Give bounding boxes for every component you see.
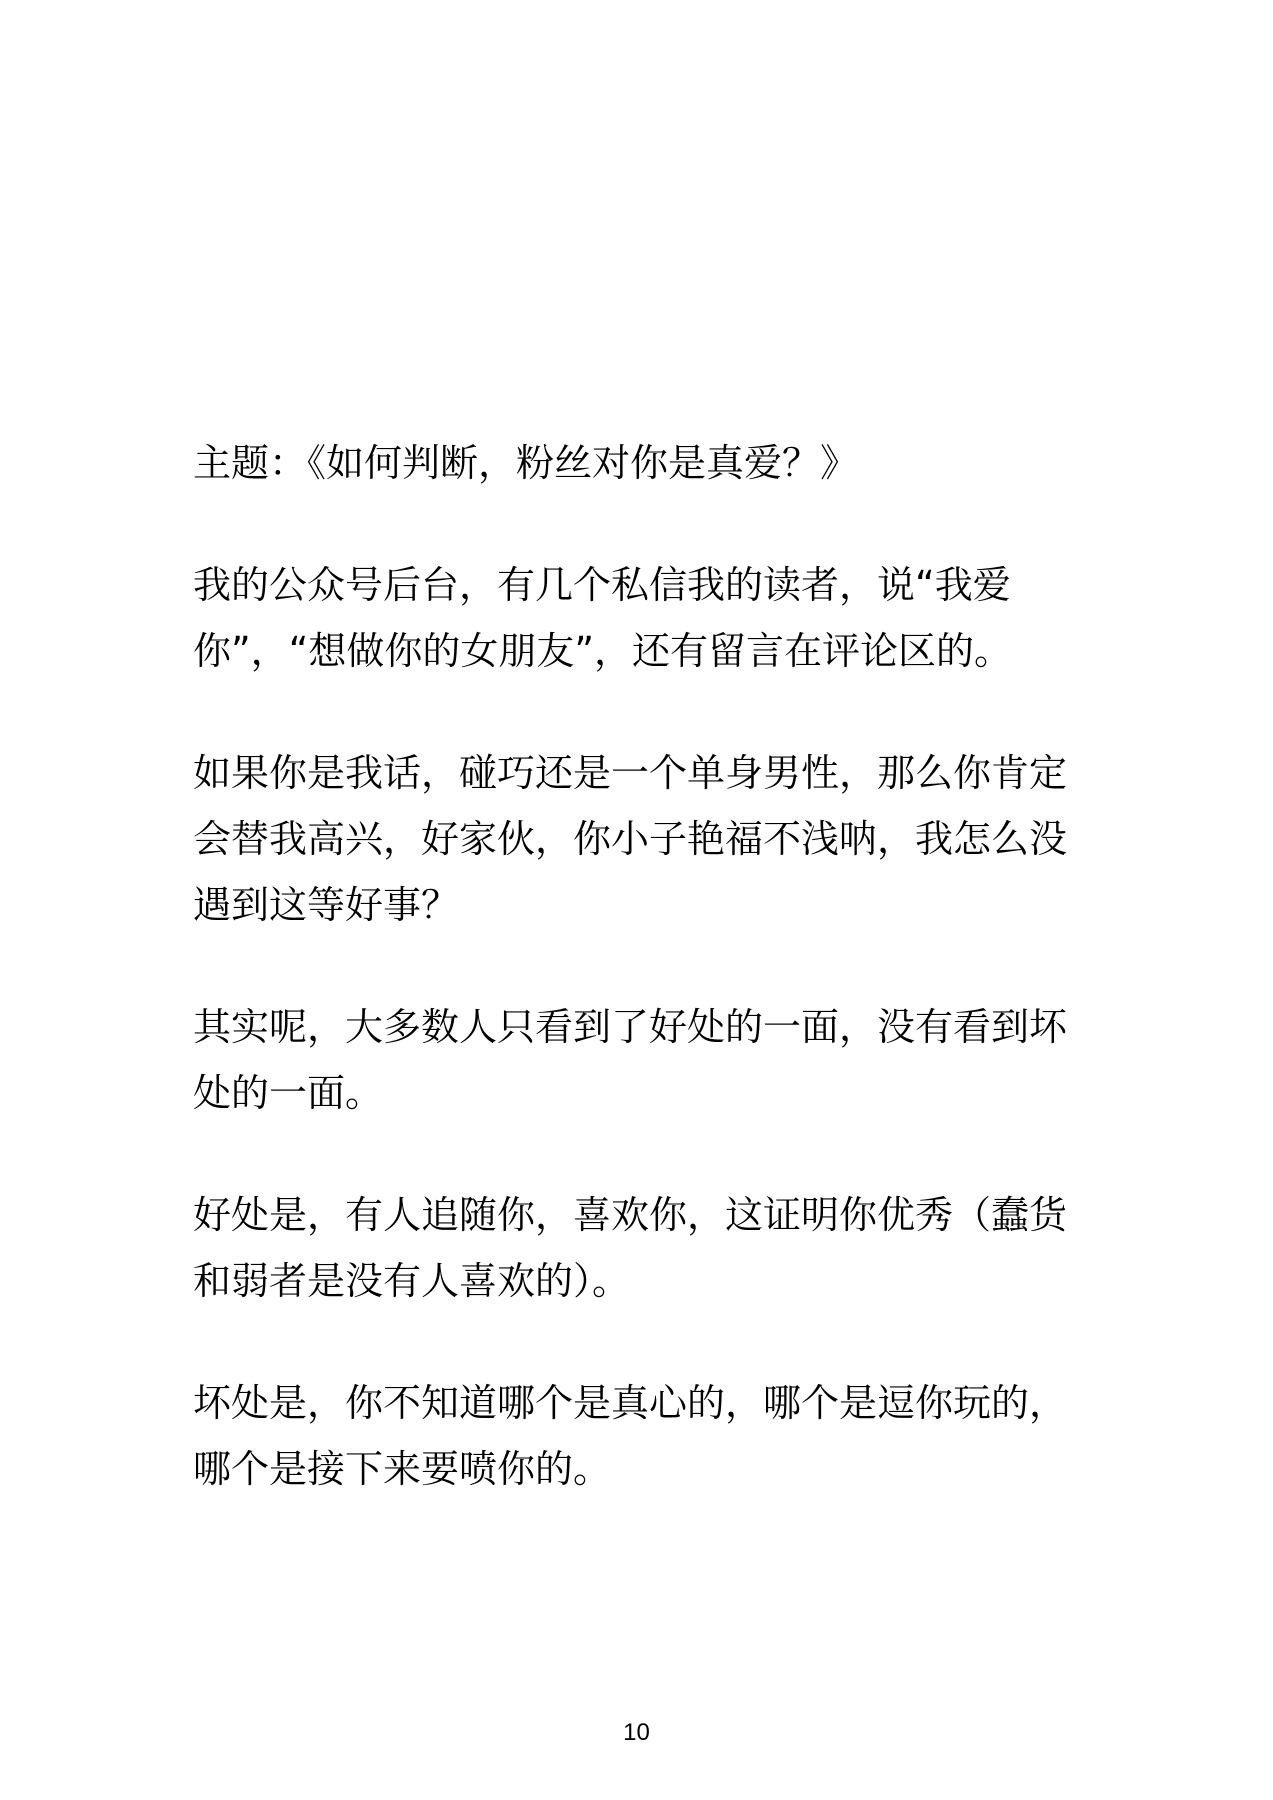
paragraph-3 <box>193 994 1093 1126</box>
document-body <box>193 430 1093 1502</box>
paragraph-line: 我的公众号后台，有几个私信我的读者，说“我爱 <box>193 563 1011 607</box>
paragraph-line: 遇到这等好事？ <box>193 883 460 927</box>
paragraph-2 <box>193 740 1093 938</box>
paragraph-1 <box>193 552 1093 684</box>
paragraph-line: 和弱者是没有人喜欢的）。 <box>193 1259 631 1303</box>
paragraph-line: 会替我高兴，好家伙，你小子艳福不浅呐，我怎么没 <box>193 817 1068 861</box>
page-number: 10 <box>623 1719 650 1746</box>
paragraph-line: 如果你是我话，碰巧还是一个单身男性，那么你肯定 <box>193 751 1068 795</box>
paragraph-line: 处的一面。 <box>193 1071 384 1115</box>
document-title: 主题：《如何判断，粉丝对你是真爱？》 <box>193 441 859 485</box>
paragraph-4 <box>193 1182 1093 1314</box>
paragraph-line: 好处是，有人追随你，喜欢你，这证明你优秀（蠢货 <box>193 1193 1068 1237</box>
paragraph-line: 哪个是接下来要喷你的。 <box>193 1447 612 1491</box>
paragraph-line: 坏处是，你不知道哪个是真心的，哪个是逗你玩的， <box>193 1381 1068 1425</box>
paragraph-line: 你”，“想做你的女朋友”，还有留言在评论区的。 <box>193 629 1013 673</box>
paragraph-5 <box>193 1370 1093 1502</box>
paragraph-line: 其实呢，大多数人只看到了好处的一面，没有看到坏 <box>193 1005 1068 1049</box>
